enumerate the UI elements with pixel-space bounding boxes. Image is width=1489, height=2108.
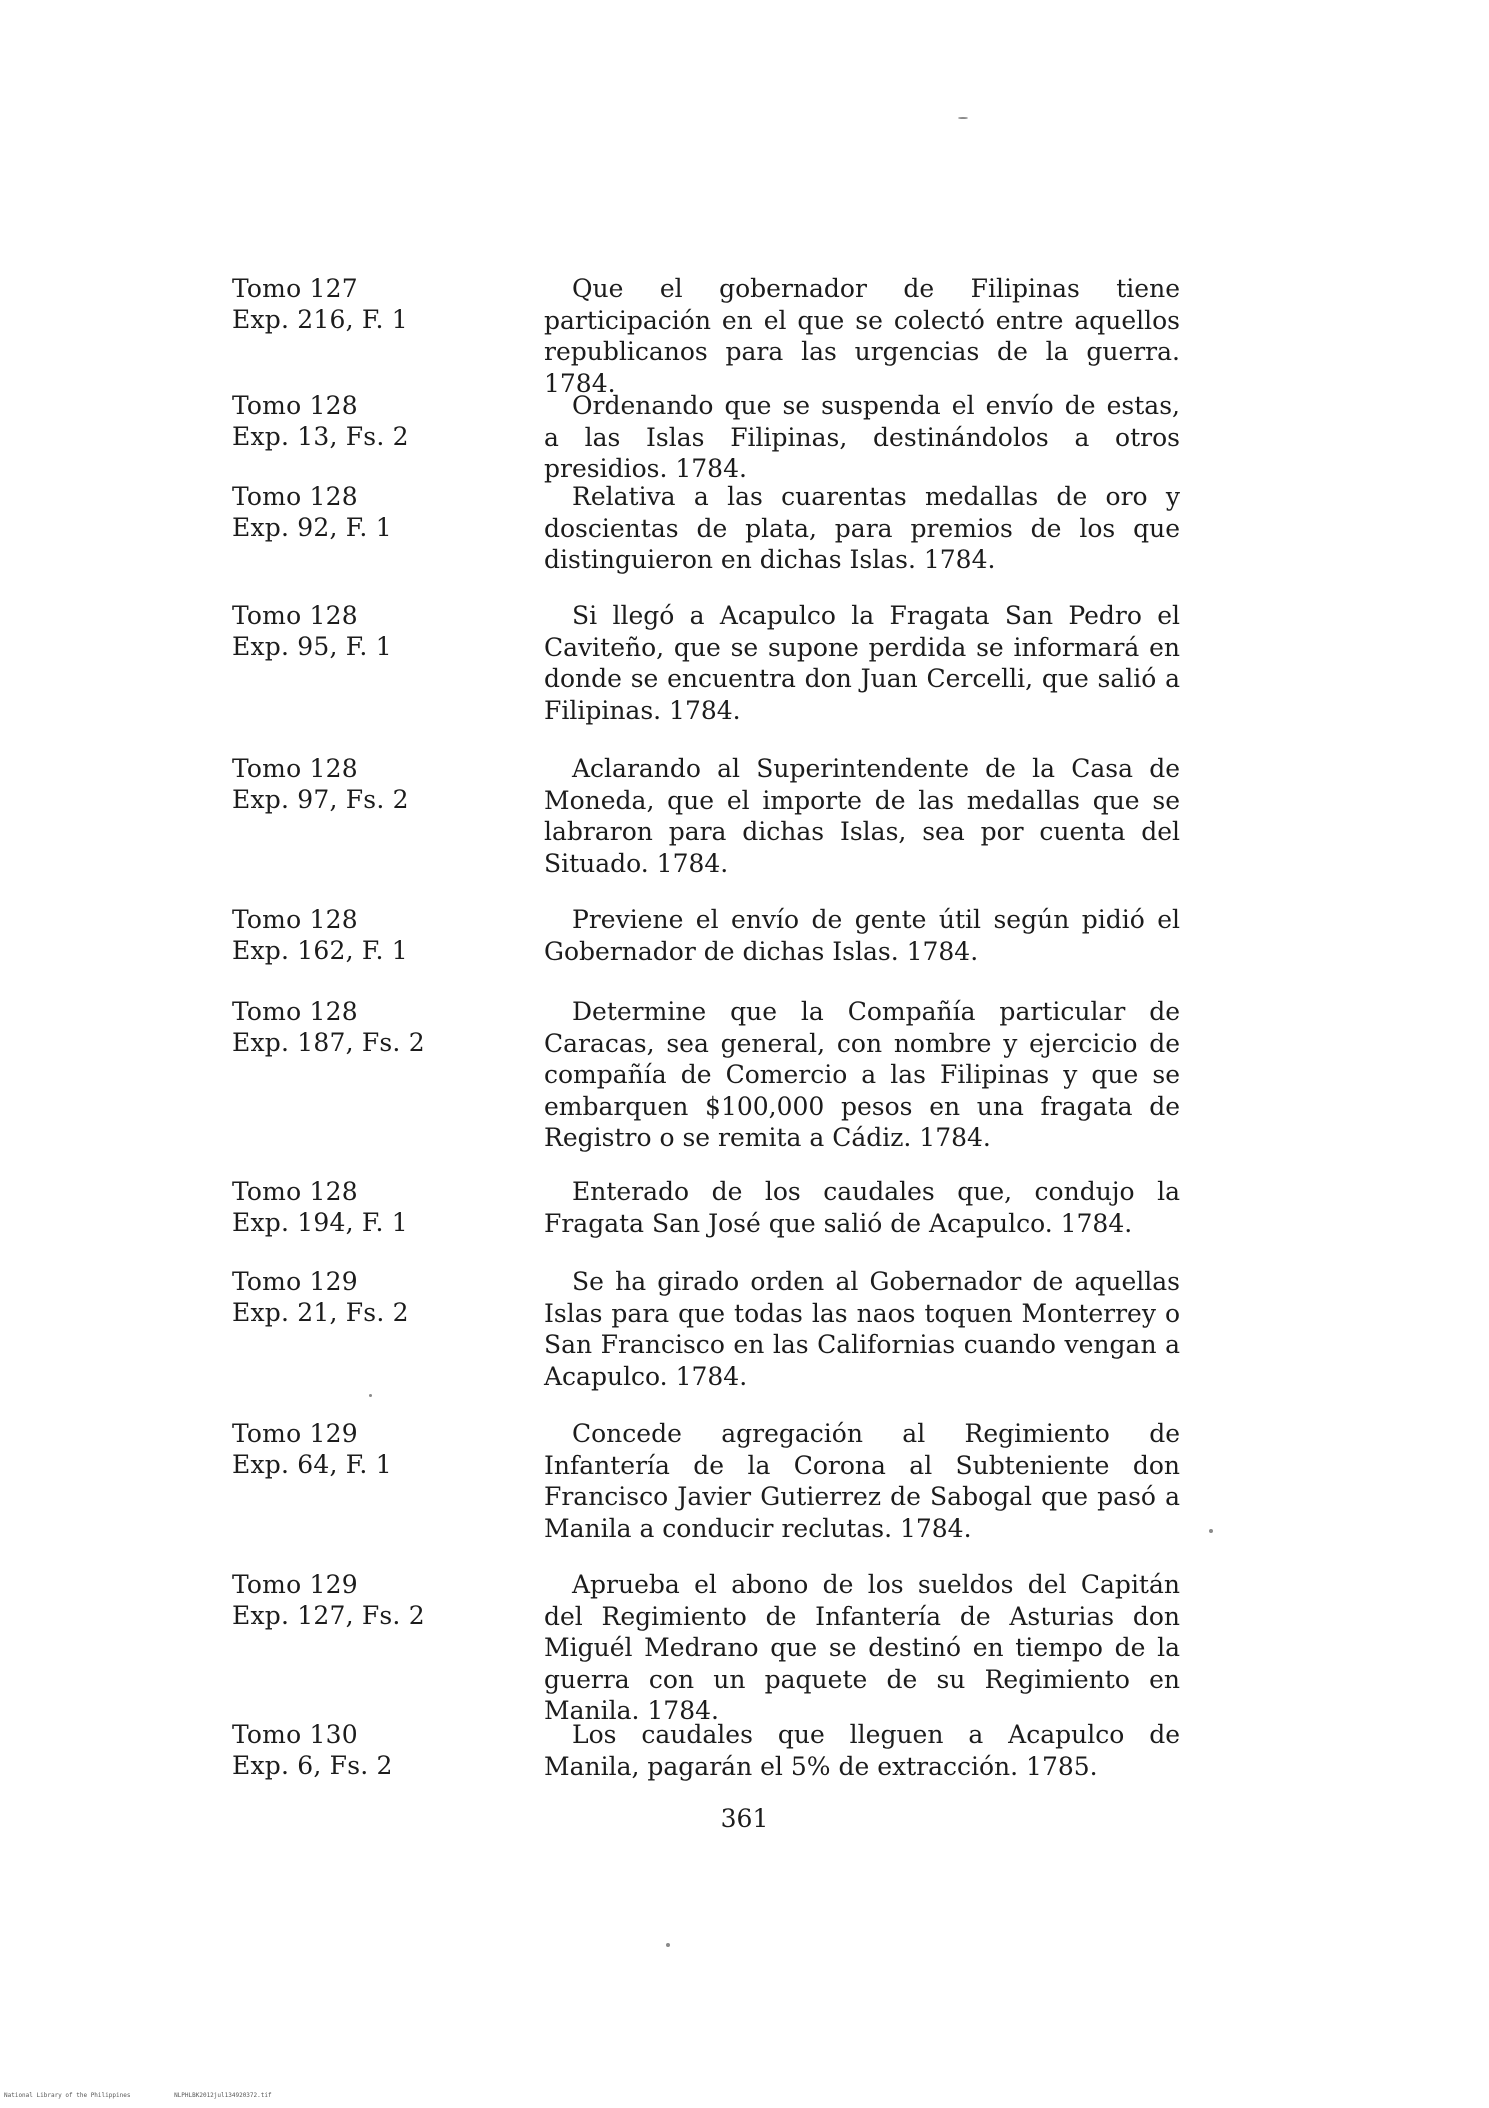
exp-label: Exp. 64, F. 1 xyxy=(232,1450,392,1479)
tomo-label: Tomo 128 xyxy=(232,601,358,630)
entry-description: Relativa a las cuarentas medallas de oro y doscientas de plata, para premios de los que distinguieron en dichas Islas. 1784. xyxy=(544,482,1180,574)
tomo-label: Tomo 129 xyxy=(232,1570,358,1599)
entry-reference xyxy=(232,753,472,815)
exp-label: Exp. 6, Fs. 2 xyxy=(232,1751,393,1780)
tomo-label: Tomo 128 xyxy=(232,905,358,934)
tomo-label: Tomo 127 xyxy=(232,274,358,303)
entry-reference xyxy=(232,390,472,452)
scan-speck xyxy=(958,117,968,119)
tomo-label: Tomo 129 xyxy=(232,1267,358,1296)
entry-reference xyxy=(232,600,472,662)
entry-description: Ordenando que se suspenda el envío de estas, a las Islas Filipinas, destinándolos a otros presidios. 1784. xyxy=(544,391,1180,483)
entry-description: Los caudales que lleguen a Acapulco de Manila, pagarán el 5% de extracción. 1785. xyxy=(544,1720,1180,1781)
entry-description: Que el gobernador de Filipinas tiene participación en el que se colectó entre aquellos republicanos para las urgencias de la guerra. 1784. xyxy=(544,274,1180,398)
exp-label: Exp. 21, Fs. 2 xyxy=(232,1298,409,1327)
scan-speck xyxy=(666,1943,670,1947)
footer-library: National Library of the Philippines xyxy=(4,2092,131,2099)
exp-label: Exp. 95, F. 1 xyxy=(232,632,392,661)
exp-label: Exp. 187, Fs. 2 xyxy=(232,1028,425,1057)
entry-reference xyxy=(232,1266,472,1328)
tomo-label: Tomo 128 xyxy=(232,391,358,420)
entry-description: Enterado de los caudales que, condujo la Fragata San José que salió de Acapulco. 1784. xyxy=(544,1177,1180,1238)
entry-description: Si llegó a Acapulco la Fragata San Pedro el Caviteño, que se supone perdida se informará en donde se encuentra don Juan Cercelli, que salió a Filipinas. 1784. xyxy=(544,601,1180,725)
entry-description: Aclarando al Superintendente de la Casa de Moneda, que el importe de las medallas que se labraron para dichas Islas, sea por cuenta del Situado. 1784. xyxy=(544,754,1180,878)
entry-reference xyxy=(232,904,472,966)
entry-reference xyxy=(232,1176,472,1238)
entry-reference xyxy=(232,1719,472,1781)
scan-speck xyxy=(1209,1529,1213,1533)
exp-label: Exp. 194, F. 1 xyxy=(232,1208,408,1237)
exp-label: Exp. 127, Fs. 2 xyxy=(232,1601,425,1630)
exp-label: Exp. 92, F. 1 xyxy=(232,513,392,542)
scan-footer xyxy=(4,2092,312,2099)
entry-reference xyxy=(232,1418,472,1480)
exp-label: Exp. 13, Fs. 2 xyxy=(232,422,409,451)
exp-label: Exp. 216, F. 1 xyxy=(232,305,408,334)
tomo-label: Tomo 128 xyxy=(232,997,358,1026)
entry-description: Previene el envío de gente útil según pidió el Gobernador de dichas Islas. 1784. xyxy=(544,905,1180,966)
tomo-label: Tomo 128 xyxy=(232,482,358,511)
entry-description: Concede agregación al Regimiento de Infantería de la Corona al Subteniente don Francisco Javier Gutierrez de Sabogal que pasó a Manila a conducir reclutas. 1784. xyxy=(544,1419,1180,1543)
scan-speck xyxy=(369,1394,372,1397)
tomo-label: Tomo 129 xyxy=(232,1419,358,1448)
entry-reference xyxy=(232,996,472,1058)
entry-reference xyxy=(232,1569,472,1631)
exp-label: Exp. 162, F. 1 xyxy=(232,936,408,965)
entry-description: Aprueba el abono de los sueldos del Capitán del Regimiento de Infantería de Asturias don Miguél Medrano que se destinó en tiempo de la guerra con un paquete de su Regimiento en Manila. 1784. xyxy=(544,1570,1180,1725)
entry-reference xyxy=(232,273,472,335)
entry-description: Se ha girado orden al Gobernador de aquellas Islas para que todas las naos toquen Monterrey o San Francisco en las Californias cuando vengan a Acapulco. 1784. xyxy=(544,1267,1180,1391)
footer-file: NLPHLBK2012jul134920372.tif xyxy=(174,2092,272,2099)
tomo-label: Tomo 128 xyxy=(232,754,358,783)
page-number: 361 xyxy=(720,1804,769,1833)
entry-reference xyxy=(232,481,472,543)
entry-description: Determine que la Compañía particular de Caracas, sea general, con nombre y ejercicio de compañía de Comercio a las Filipinas y que se embarquen $100,000 pesos en una fragata de Registro o se remita a Cádiz. 1784. xyxy=(544,997,1180,1152)
tomo-label: Tomo 128 xyxy=(232,1177,358,1206)
exp-label: Exp. 97, Fs. 2 xyxy=(232,785,409,814)
tomo-label: Tomo 130 xyxy=(232,1720,358,1749)
